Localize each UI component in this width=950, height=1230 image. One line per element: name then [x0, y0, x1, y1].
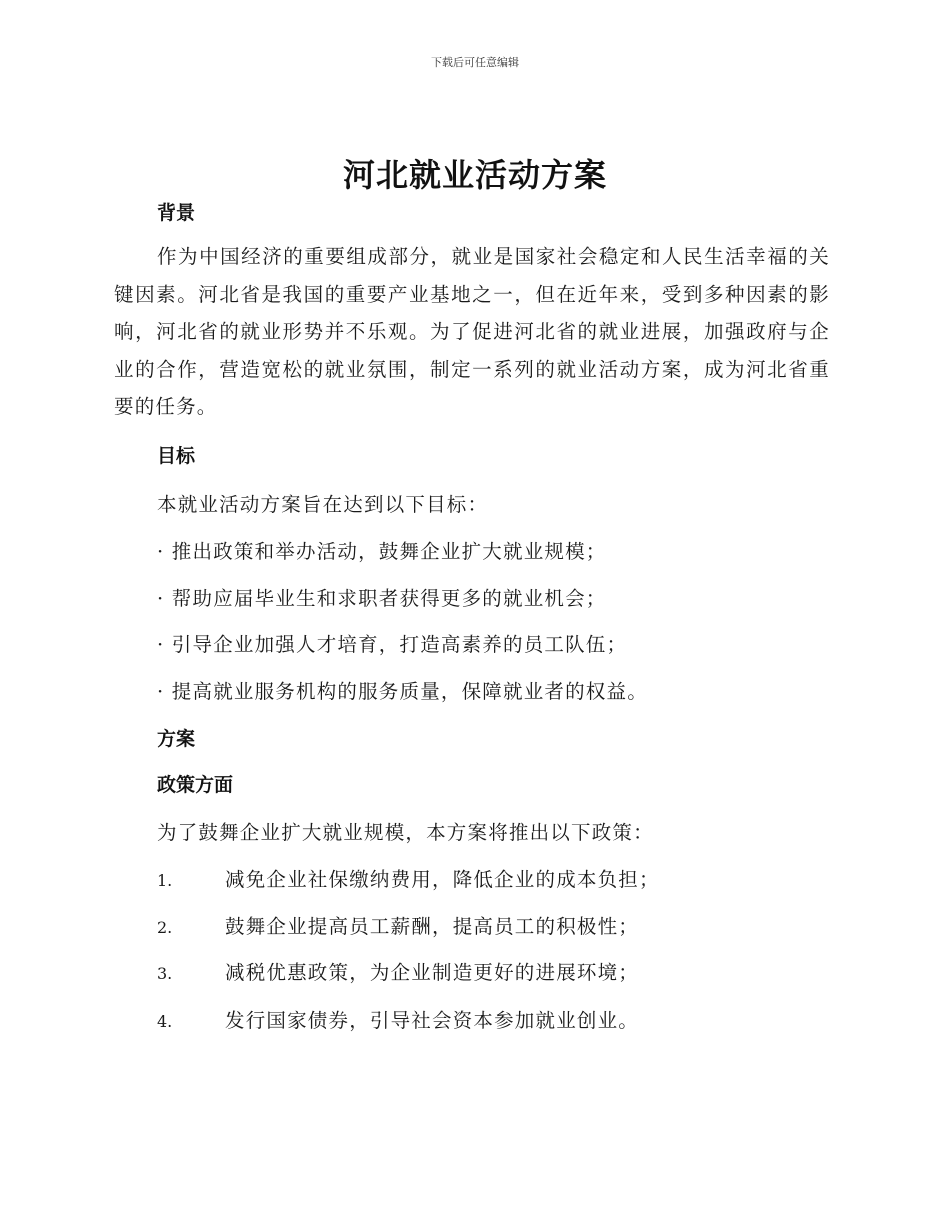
goal-item: · 引导企业加强人才培育，打造高素养的员工队伍；: [157, 633, 628, 656]
header-note: 下载后可任意编辑: [431, 56, 519, 69]
subheading-policy: 政策方面: [157, 774, 234, 796]
goal-item: · 帮助应届毕业生和求职者获得更多的就业机会；: [157, 587, 607, 610]
policy-intro: 为了鼓舞企业扩大就业规模，本方案将推出以下政策：: [157, 821, 654, 844]
heading-plan: 方案: [157, 728, 196, 750]
policy-item-text: 发行国家债券，引导社会资本参加就业创业。: [225, 1009, 640, 1032]
goals-intro: 本就业活动方案旨在达到以下目标：: [157, 493, 489, 516]
policy-item-number: 2.: [157, 918, 173, 937]
heading-background: 背景: [157, 202, 196, 224]
policy-item: [157, 1005, 639, 1033]
policy-item-text: 鼓舞企业提高员工薪酬，提高员工的积极性；: [225, 915, 640, 938]
policy-item-number: 1.: [157, 871, 173, 890]
document-title: 河北就业活动方案: [342, 156, 607, 194]
heading-goals: 目标: [157, 445, 196, 467]
policy-item-text: 减免企业社保缴纳费用，降低企业的成本负担；: [225, 868, 660, 891]
goal-item: · 提高就业服务机构的服务质量，保障就业者的权益。: [157, 680, 648, 703]
policy-item: [157, 957, 639, 985]
policy-item-number: 3.: [157, 964, 173, 983]
policy-item: [157, 911, 639, 939]
background-paragraph: 作为中国经济的重要组成部分，就业是国家社会稳定和人民生活幸福的关键因素。河北省是我国的重要产业基地之一，但在近年来，受到多种因素的影响，河北省的就业形势并不乐观。为了促进河北省的就业进展，加强政府与企业的合作，营造宽松的就业氛围，制定一系列的就业活动方案，成为河北省重要的任务。: [114, 245, 830, 418]
policy-item-number: 4.: [157, 1012, 173, 1031]
policy-item: [157, 864, 660, 892]
policy-item-text: 减税优惠政策，为企业制造更好的进展环境；: [225, 961, 640, 984]
goal-item: · 推出政策和举办活动，鼓舞企业扩大就业规模；: [157, 540, 607, 563]
